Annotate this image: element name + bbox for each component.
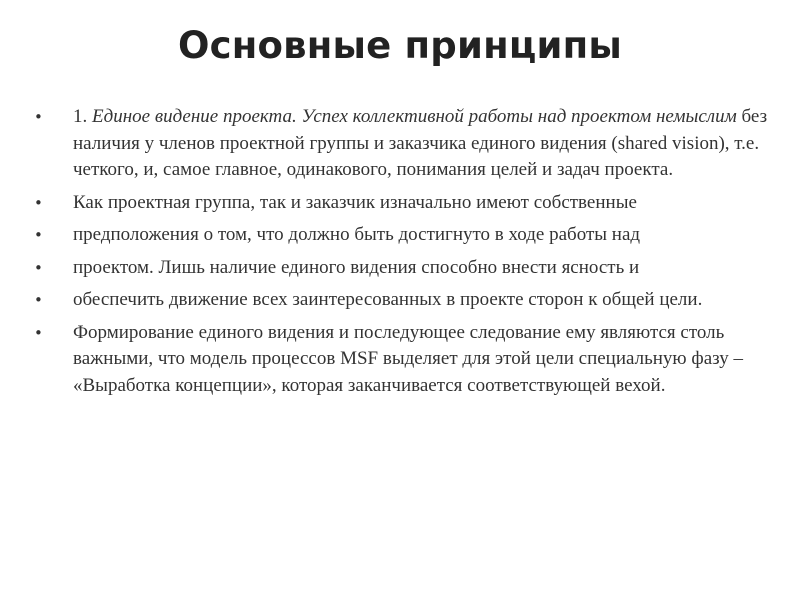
item-prefix: 1.: [73, 106, 92, 127]
list-item: [34, 287, 774, 314]
item-italic-text: Единое видение проекта. Успех коллективной работы над проектом немыслим: [92, 106, 737, 127]
bullet-icon: •: [34, 291, 43, 309]
bullet-icon: •: [34, 193, 43, 212]
item-text: Формирование единого видения и последующее следование ему являются столь важными, что модель процессов MSF выделяет для этой цели специальную фазу – «Выработка концепции», которая заканчивается соответствующей вехой.: [73, 321, 743, 396]
item-text: предположения о том, что должно быть достигнуто в ходе работы над: [73, 224, 641, 245]
item-text: без наличия у членов проектной группы и заказчика единого видения (shared vision), т.е. четкого, и, самое главное, одинакового, понимания целей и задач проекта.: [73, 106, 768, 180]
item-text: Как проектная группа, так и заказчик изначально имеют собственные: [73, 191, 637, 213]
list-item: [34, 255, 774, 282]
bullet-icon: •: [34, 323, 43, 342]
bullet-icon: •: [34, 226, 43, 244]
bullet-list: [34, 104, 774, 405]
item-text: обеспечить движение всех заинтересованных в проекте сторон к общей цели.: [73, 289, 703, 310]
bullet-icon: •: [34, 258, 43, 277]
slide-title: Основные принципы: [177, 24, 623, 67]
list-item: [34, 104, 774, 184]
list-item: [34, 320, 774, 400]
list-item: [34, 190, 774, 217]
bullet-icon: •: [34, 108, 43, 126]
item-text: проектом. Лишь наличие единого видения способно внести ясность и: [73, 256, 640, 278]
list-item: [34, 222, 774, 249]
